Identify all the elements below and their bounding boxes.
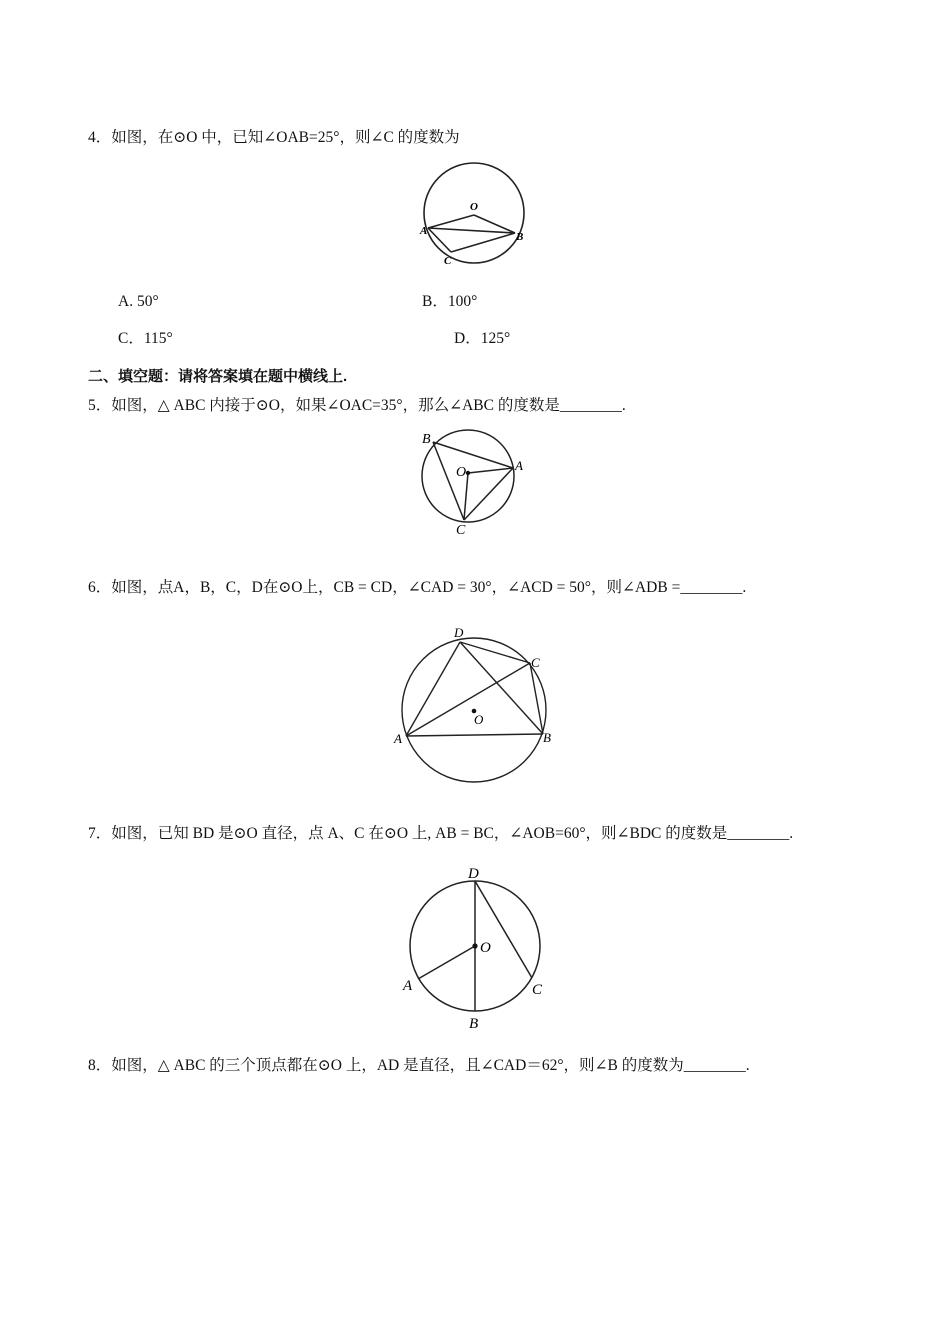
q4-option-c: C．115° [118, 330, 173, 347]
q5-segment-OC [464, 473, 468, 520]
q6-label-D: D [454, 625, 464, 640]
q4-label-A: A [420, 225, 428, 237]
q4-segment-AB [428, 228, 515, 233]
q5-label-C: C [456, 523, 466, 538]
q4-label-B: B [516, 231, 524, 243]
q4-label-C: C [444, 255, 452, 267]
q6-label-A: A [394, 731, 402, 746]
q5-label-O: O [456, 465, 467, 480]
q7-center-dot [472, 943, 477, 948]
q7-label-C: C [532, 982, 543, 998]
q4-option-a: A. 50° [118, 293, 159, 310]
q4-circle [424, 163, 524, 263]
q5-label-B: B [422, 432, 431, 447]
q7-segment-OA [418, 946, 475, 979]
q7-segment-DC [475, 881, 532, 978]
q4-segment-OA [428, 215, 474, 228]
q7-label-O: O [480, 940, 491, 956]
q4-segment-CB [451, 233, 515, 252]
q6-label-C: C [531, 655, 540, 670]
q5-segment-OA [468, 468, 513, 473]
q5-segment-BA [433, 442, 513, 468]
question-7-figure [398, 864, 558, 1032]
q5-segment-AC [464, 468, 513, 520]
question-6-figure [388, 622, 564, 792]
q4-option-b: B．100° [422, 293, 478, 310]
q5-center-dot [466, 471, 470, 475]
question-6-text: 6．如图，点A，B，C，D在⊙O上，CB = CD，∠CAD = 30°，∠ACD = 50°，则∠ADB =________. [88, 579, 747, 596]
q4-label-O: O [470, 201, 478, 213]
q5-label-A: A [515, 458, 523, 473]
question-5-figure [418, 428, 530, 540]
q4-option-d: D．125° [454, 330, 511, 347]
question-7-text: 7．如图，已知 BD 是⊙O 直径，点 A、C 在⊙O 上, AB = BC，∠AOB=60°，则∠BDC 的度数是________. [88, 825, 794, 842]
question-4-figure [418, 160, 534, 270]
q7-label-D: D [468, 866, 479, 882]
question-4-text: 4．如图，在⊙O 中，已知∠OAB=25°，则∠C 的度数为 [88, 129, 460, 146]
q7-label-A: A [403, 978, 413, 994]
section-2-heading: 二、填空题：请将答案填在题中横线上. [88, 368, 348, 385]
q6-label-O: O [474, 712, 484, 727]
q5-segment-BC [433, 442, 467, 520]
q6-label-B: B [543, 730, 551, 745]
question-8-text: 8．如图，△ ABC 的三个顶点都在⊙O 上，AD 是直径，且∠CAD＝62°，则∠B 的度数为________. [88, 1057, 750, 1074]
question-5-text: 5．如图，△ ABC 内接于⊙O，如果∠OAC=35°，那么∠ABC 的度数是________. [88, 397, 626, 414]
q6-segment-DC [460, 642, 530, 663]
q6-segment-AB [406, 734, 543, 736]
q7-label-B: B [469, 1016, 479, 1032]
q6-segment-AD [406, 642, 460, 736]
